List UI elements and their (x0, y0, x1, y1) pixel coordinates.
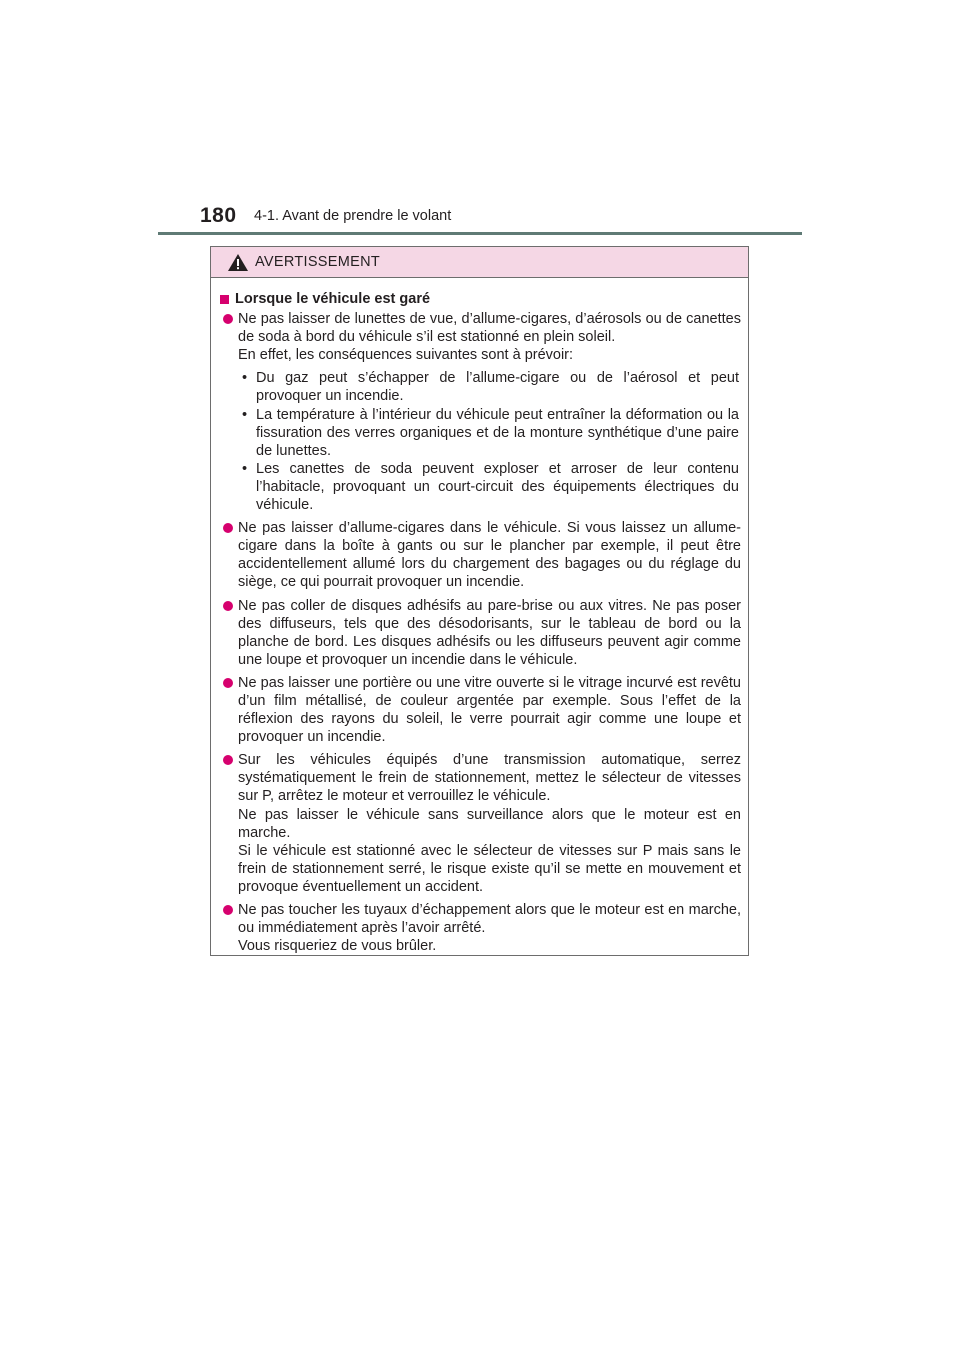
sub-list-item (238, 369, 741, 405)
item-paragraph: Ne pas laisser de lunettes de vue, d’allume-cigares, d’aérosols ou de canettes de soda à bord du véhicule s’il est stationné en plein soleil. (238, 311, 741, 346)
item-paragraph: Ne pas coller de disques adhésifs au pare-brise ou aux vitres. Ne pas poser des diffuseurs, tels que des désodorisants, sur le tableau de bord ou la planche de bord. Les disques adhésifs ou les diffuseurs peuvent agir comme une loupe et provoquer un incendie dans le véhicule. (238, 597, 741, 668)
sub-list (238, 369, 741, 514)
warning-item (218, 674, 741, 746)
circle-bullet-icon (223, 755, 233, 765)
circle-bullet-icon (223, 314, 233, 324)
sub-list-item-text: Les canettes de soda peuvent exploser et arroser de leur contenu l’habitacle, provoquant un court-circuit des équipements électriques du véhicule. (256, 460, 739, 514)
warning-body (211, 278, 748, 955)
dot-bullet-icon: • (242, 460, 248, 477)
warning-header (211, 247, 748, 278)
warning-subheading (218, 290, 741, 308)
warning-item (218, 597, 741, 669)
sub-list-item (238, 406, 741, 460)
item-paragraph: Sur les véhicules équipés d’une transmission automatique, serrez systématiquement le frein de stationnement, mettez le sélecteur de vitesses sur P, arrêtez le moteur et verrouillez le véhicule. (238, 752, 741, 805)
dot-bullet-icon: • (242, 370, 248, 387)
sub-list-item-text: Du gaz peut s’échapper de l’allume-cigare ou de l’aérosol et peut provoquer un incendie. (256, 370, 739, 405)
circle-bullet-icon (223, 905, 233, 915)
circle-bullet-icon (223, 678, 233, 688)
item-paragraph: Ne pas laisser d’allume-cigares dans le véhicule. Si vous laissez un allume-cigare dans la boîte à gants ou sur le plancher par exemple, il peut être accidentellement allumé lors du chargement des bagages ou du réglage du siège, ce qui pourrait provoquer un incendie. (238, 520, 741, 591)
warning-item (218, 901, 741, 955)
circle-bullet-icon (223, 523, 233, 533)
item-paragraph: Ne pas laisser le véhicule sans surveillance alors que le moteur est en marche. (238, 806, 741, 841)
item-paragraph: Ne pas laisser une portière ou une vitre ouverte si le vitrage incurvé est revêtu d’un film métallisé, de couleur argentée par exemple. Sous l’effet de la réflexion des rayons du soleil, le verre pourrait agir comme une loupe et provoquer un incendie. (238, 674, 741, 746)
item-paragraph: Ne pas toucher les tuyaux d’échappement alors que le moteur est en marche, ou immédiatement après l’avoir arrêté. (238, 902, 741, 937)
circle-bullet-icon (223, 601, 233, 611)
item-paragraph: En effet, les conséquences suivantes sont à prévoir: (238, 347, 574, 364)
sub-list-item (238, 460, 741, 514)
square-bullet-icon (220, 295, 229, 304)
page-number: 180 (200, 204, 237, 227)
warning-subheading-text: Lorsque le véhicule est garé (235, 291, 431, 307)
warning-item (218, 310, 741, 514)
warning-item (218, 751, 741, 896)
warning-item (218, 519, 741, 591)
dot-bullet-icon: • (242, 406, 248, 423)
warning-title: AVERTISSEMENT (255, 254, 381, 270)
warning-triangle-icon (227, 253, 249, 272)
section-title: 4-1. Avant de prendre le volant (254, 208, 452, 224)
warning-box (210, 246, 749, 956)
item-paragraph: Si le véhicule est stationné avec le sélecteur de vitesses sur P mais sans le frein de stationnement serré, le risque existe qu’il se mette en mouvement et provoque éventuellement un accident. (238, 842, 741, 895)
header-rule (158, 232, 802, 235)
item-paragraph: Vous risqueriez de vous brûler. (238, 938, 437, 955)
sub-list-item-text: La température à l’intérieur du véhicule peut entraîner la déformation ou la fissuration des verres organiques et de la monture synthétique d’une paire de lunettes. (256, 406, 739, 459)
